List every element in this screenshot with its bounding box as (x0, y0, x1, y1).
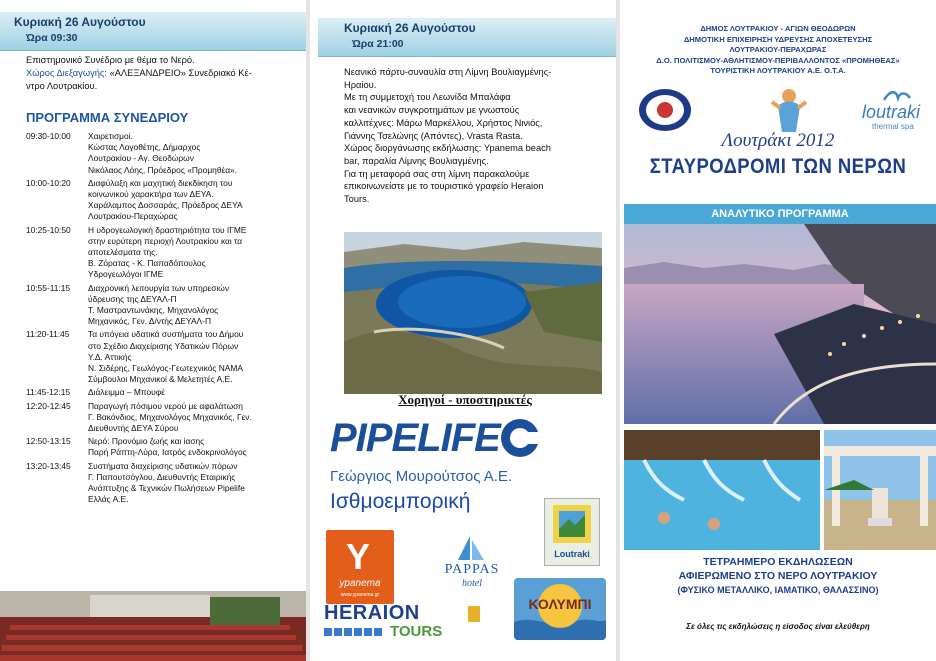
program-line: Υδρογεωλόγοι ΙΓΜΕ (88, 269, 164, 280)
subtitle-line: ΑΦΙΕΡΩΜΕΝΟ ΣΤΟ ΝΕΡΟ ΛΟΥΤΡΑΚΙΟΥ (678, 570, 878, 582)
event-time: Ώρα 21:00 (352, 38, 404, 50)
organizer-line: ΛΟΥΤΡΑΚΙΟΥ-ΠΕΡΑΧΩΡΑΣ (729, 45, 827, 55)
party-description (344, 66, 602, 206)
program-line: Συστήματα διαχείρισης υδατικών πόρων (88, 460, 238, 471)
organizer-line: Δ.Ο. ΠΟΛΙΤΙΣΜΟΥ-ΑΘΛΗΤΙΣΜΟΥ-ΠΕΡΙΒΑΛΛΟΝΤΟΣ «ΠΡΟΜΗΘΕΑΣ» (656, 55, 900, 65)
program-title: ΠΡΟΓΡΑΜΜΑ ΣΥΝΕΔΡΙΟΥ (26, 110, 189, 125)
program-line: Νερό: Προνόμιο ζωής και ίασης (88, 436, 205, 447)
heraion-tours-logo (320, 602, 486, 642)
program-line: στην ευρύτερη περιοχή Λουτρακίου και τα (88, 235, 243, 246)
program-line: Μηχανικός, Γεν. Δ/ντής ΔΕΥΑΛ-Π (88, 316, 211, 327)
free-entry-note: Σε όλες τις εκδηλώσεις η είσοδος είναι ελεύθερη (686, 622, 870, 631)
kolymbi-logo (514, 578, 606, 640)
program-line: Διευθυντής ΔΕΥΑ Σύρου (88, 423, 179, 434)
sail-icon (454, 534, 488, 562)
program-details (88, 283, 304, 328)
organizer-line: ΔΗΜΟΣ ΛΟΥΤΡΑΚΙΟΥ - ΑΓΙΩΝ ΘΕΟΔΩΡΩΝ (700, 24, 856, 33)
program-line: Σύμβουλοι Μηχανικοί & Μελετητές Α.Ε. (88, 374, 233, 385)
program-details (88, 225, 304, 281)
sponsor-company-2: Ισθμοεμπορική (330, 490, 471, 513)
heraion-stripe (324, 628, 384, 636)
lake-vouliagmeni-photo (344, 232, 602, 394)
program-line: στο Σχέδιο Διαχείρισης Υδατικών Πόρων (88, 340, 239, 351)
ypanema-url: www.ypanema.gr (340, 592, 380, 598)
panel-party (310, 0, 616, 661)
ypanema-logo: Y ypanema www.ypanema.gr (326, 530, 394, 604)
program-line: Νικόλαος Λόης, Πρόεδρος «Προμηθέα». (88, 164, 238, 175)
description-line: Χώρος διοργάνωσης εκδήλωσης: Ypanema beach (344, 143, 551, 154)
pappas-wordmark: PAPPAS (444, 562, 500, 577)
program-line: αποτελέσματα της. (88, 247, 158, 258)
main-title: ΣΤΑΥΡΟΔΡΟΜΙ ΤΩΝ ΝΕΡΩΝ (649, 155, 907, 178)
program-row (26, 178, 304, 223)
date-bar (318, 18, 616, 57)
program-row (26, 225, 304, 281)
program-line: Γ. Παπουτσόγλου, Διευθυντής Εταιρικής (88, 471, 236, 482)
program-line: Παραγωγή πόσιμου νερού με αφαλάτωση (88, 400, 243, 411)
description-line: Tours. (344, 194, 370, 205)
program-details (88, 131, 304, 176)
program-line: Ανάπτυξης & Τεχνικών Πωλήσεων Pipelife (88, 483, 245, 494)
program-list (26, 131, 304, 508)
ypanema-wordmark: ypanema (339, 578, 381, 589)
program-row (26, 461, 304, 506)
script-title: Λουτράκι 2012 (721, 130, 835, 151)
program-time: 12:50-13:15 (26, 436, 71, 447)
loutraki-emblem-icon (545, 499, 599, 549)
program-time: 12:20-12:45 (26, 400, 71, 411)
program-row (26, 387, 304, 398)
program-line: Τ. Μαστραντωνάκης, Μηχανολόγος (88, 305, 219, 316)
prometheus-figure-icon (766, 86, 812, 134)
description-line: Για τη μεταφορά σας στη λίμνη παρακαλούμε (344, 168, 530, 179)
pappas-sub: hotel (462, 578, 482, 589)
program-time: 10:25-10:50 (26, 224, 71, 235)
description-line: Ηραίου. (344, 79, 377, 90)
intro-line: ντρο Λουτρακίου. (26, 80, 98, 91)
event-summary (620, 555, 936, 597)
description-line: Γιάννης Τσελώνης (Απόντες), Vrasta Rasta. (344, 130, 523, 141)
panel-conference (0, 0, 306, 661)
venue-label: Χώρος Διεξαγωγής: (26, 67, 107, 78)
description-line: Νεανικό πάρτυ-συναυλία στη Λίμνη Βουλιαγμένης- (344, 67, 552, 77)
heraion-wordmark: HERAION (324, 602, 420, 624)
event-time: Ώρα 09:30 (26, 32, 78, 44)
organizer-line: ΔΗΜΟΤΙΚΗ ΕΠΙΧΕΙΡΗΣΗ ΥΔΡΕΥΣΗΣ ΑΠΟΧΕΤΕΥΣΗΣ (683, 34, 873, 44)
program-details (88, 178, 304, 223)
program-time: 10:55-11:15 (26, 282, 71, 293)
subtitle-line: ΤΕΤΡΑΗΜΕΡΟ ΕΚΔΗΛΩΣΕΩΝ (703, 556, 853, 568)
subtitle-line: (ΦΥΣΙΚΟ ΜΕΤΑΛΛΙΚΟ, ΙΑΜΑΤΙΚΟ, ΘΑΛΑΣΣΙΝΟ) (677, 585, 879, 595)
program-time: 09:30-10:00 (26, 131, 71, 141)
program-time: 11:45-12:15 (26, 387, 71, 398)
program-line: Κώστας Λογοθέτης, Δήμαρχος (88, 142, 201, 153)
program-line: Λουτρακίου - Αγ. Θεοδώρων (88, 153, 194, 164)
program-line: ύδρευσης της ΔΕΥΑΛ-Π (88, 293, 177, 304)
program-time: 10:00-10:20 (26, 177, 71, 188)
program-time: 11:20-11:45 (26, 329, 70, 340)
program-banner: ΑΝΑΛΥΤΙΚΟ ΠΡΟΓΡΑΜΜΑ (624, 204, 936, 224)
pipelife-logo (330, 410, 610, 466)
description-line: bar, παραλία Λίμνης Βουλιαγμένης. (344, 155, 489, 166)
intro-line: Επιστημονικό Συνέδριο με θέμα το Νερό. (26, 55, 195, 65)
event-date: Κυριακή 26 Αυγούστου (344, 21, 476, 35)
loutraki-sunset-photo (624, 224, 936, 424)
program-line: κοινωνικού χαρακτήρα των ΔΕΥΑ. (88, 189, 214, 200)
program-line: Ελλάς Α.Ε. (88, 494, 129, 505)
description-line: και νεανικών συγκροτημάτων με γνωστούς (344, 105, 520, 116)
sponsors-title: Χορηγοί - υποστηρικτές (398, 392, 532, 407)
program-details (88, 401, 304, 435)
program-row (26, 401, 304, 435)
venue-name: «ΑΛΕΞΑΝΔΡΕΙΟ» Συνεδριακό Κέ- (109, 67, 252, 78)
auditorium-photo (0, 591, 306, 661)
program-line: Γ. Βακόνδιος, Μηχανολόγος Μηχανικός, Γεν. (88, 411, 252, 422)
program-details (88, 387, 304, 398)
pipelife-mark-icon (500, 418, 540, 458)
description-line: Με τη συμμετοχή του Λεωνίδα Μπαλάφα (344, 92, 511, 103)
organizer-line: ΤΟΥΡΙΣΤΙΚΗ ΛΟΥΤΡΑΚΙΟΥ Α.Ε. Ο.Τ.Α. (710, 66, 846, 76)
kolymbi-wordmark: ΚΟΛΥΜΠΙ (528, 596, 592, 612)
program-details (88, 329, 304, 385)
heraion-flag-icon (468, 606, 480, 622)
conference-intro (26, 54, 304, 92)
program-line: Τα υπόγεια υδατικά συστήματα του Δήμου (88, 329, 244, 340)
panel-cover (620, 0, 936, 661)
program-time: 13:20-13:45 (26, 460, 71, 471)
pergola-statue-photo (824, 430, 936, 550)
thermal-pool-photo (624, 430, 820, 550)
program-line: Διαφύλαξη και μαχητική διεκδίκηση του (88, 177, 233, 188)
program-line: Η υδρογεωλογική δραστηριότητα του ΙΓΜΕ (88, 224, 247, 235)
program-row (26, 131, 304, 176)
organizers (620, 24, 936, 77)
intro-venue (26, 67, 304, 80)
program-row (26, 436, 304, 458)
program-row (26, 329, 304, 385)
pipelife-wordmark: PIPELIFE (330, 416, 500, 460)
municipality-seal-icon (638, 88, 692, 132)
loutraki-thermal-logo (862, 88, 930, 132)
program-line: Διαχρονική λειτουργία των υπηρεσιών (88, 282, 230, 293)
description-line: επικοινωνείστε με το τουριστικό γραφείο Heraion (344, 181, 544, 192)
loutraki-logo (544, 498, 600, 566)
program-line: Ν. Σιδέρης, Γεωλόγος-Γεωτεχνικός ΝΑΜΑ (88, 363, 243, 374)
program-line: Χαιρετισμοί. (88, 131, 133, 141)
program-line: Διάλειμμα – Μπουφέ (88, 387, 165, 398)
program-line: Β. Ζόρατας - Κ. Παπαδόπουλος (88, 258, 206, 269)
program-line: Λουτρακίου-Περαχώρας (88, 211, 178, 222)
program-details (88, 436, 304, 458)
sponsor-company: Γεώργιος Μουρούτσος Α.Ε. (330, 468, 513, 485)
loutraki-wordmark: Loutraki (554, 549, 590, 559)
date-bar (0, 12, 306, 51)
pappas-hotel-logo (432, 534, 512, 600)
description-line: καλλιτέχνες: Μάρω Μαρκέλλου, Χρήστος Νινιός, (344, 117, 543, 128)
program-row (26, 283, 304, 328)
loutraki-thermal-wordmark: loutraki (862, 102, 921, 122)
program-line: Χαράλαμπος Δοσσαράς, Πρόεδρος ΔΕΥΑ (88, 200, 243, 211)
program-line: Παρή Ράπτη-Λύρα, Ιατρός ενδοκρινολόγος (88, 447, 247, 458)
heraion-tours-text: TOURS (390, 623, 443, 640)
loutraki-thermal-sub: thermal spa (872, 122, 914, 131)
program-line: Υ.Δ. Αττικής (88, 351, 132, 362)
program-details (88, 461, 304, 506)
event-date: Κυριακή 26 Αυγούστου (14, 15, 146, 29)
